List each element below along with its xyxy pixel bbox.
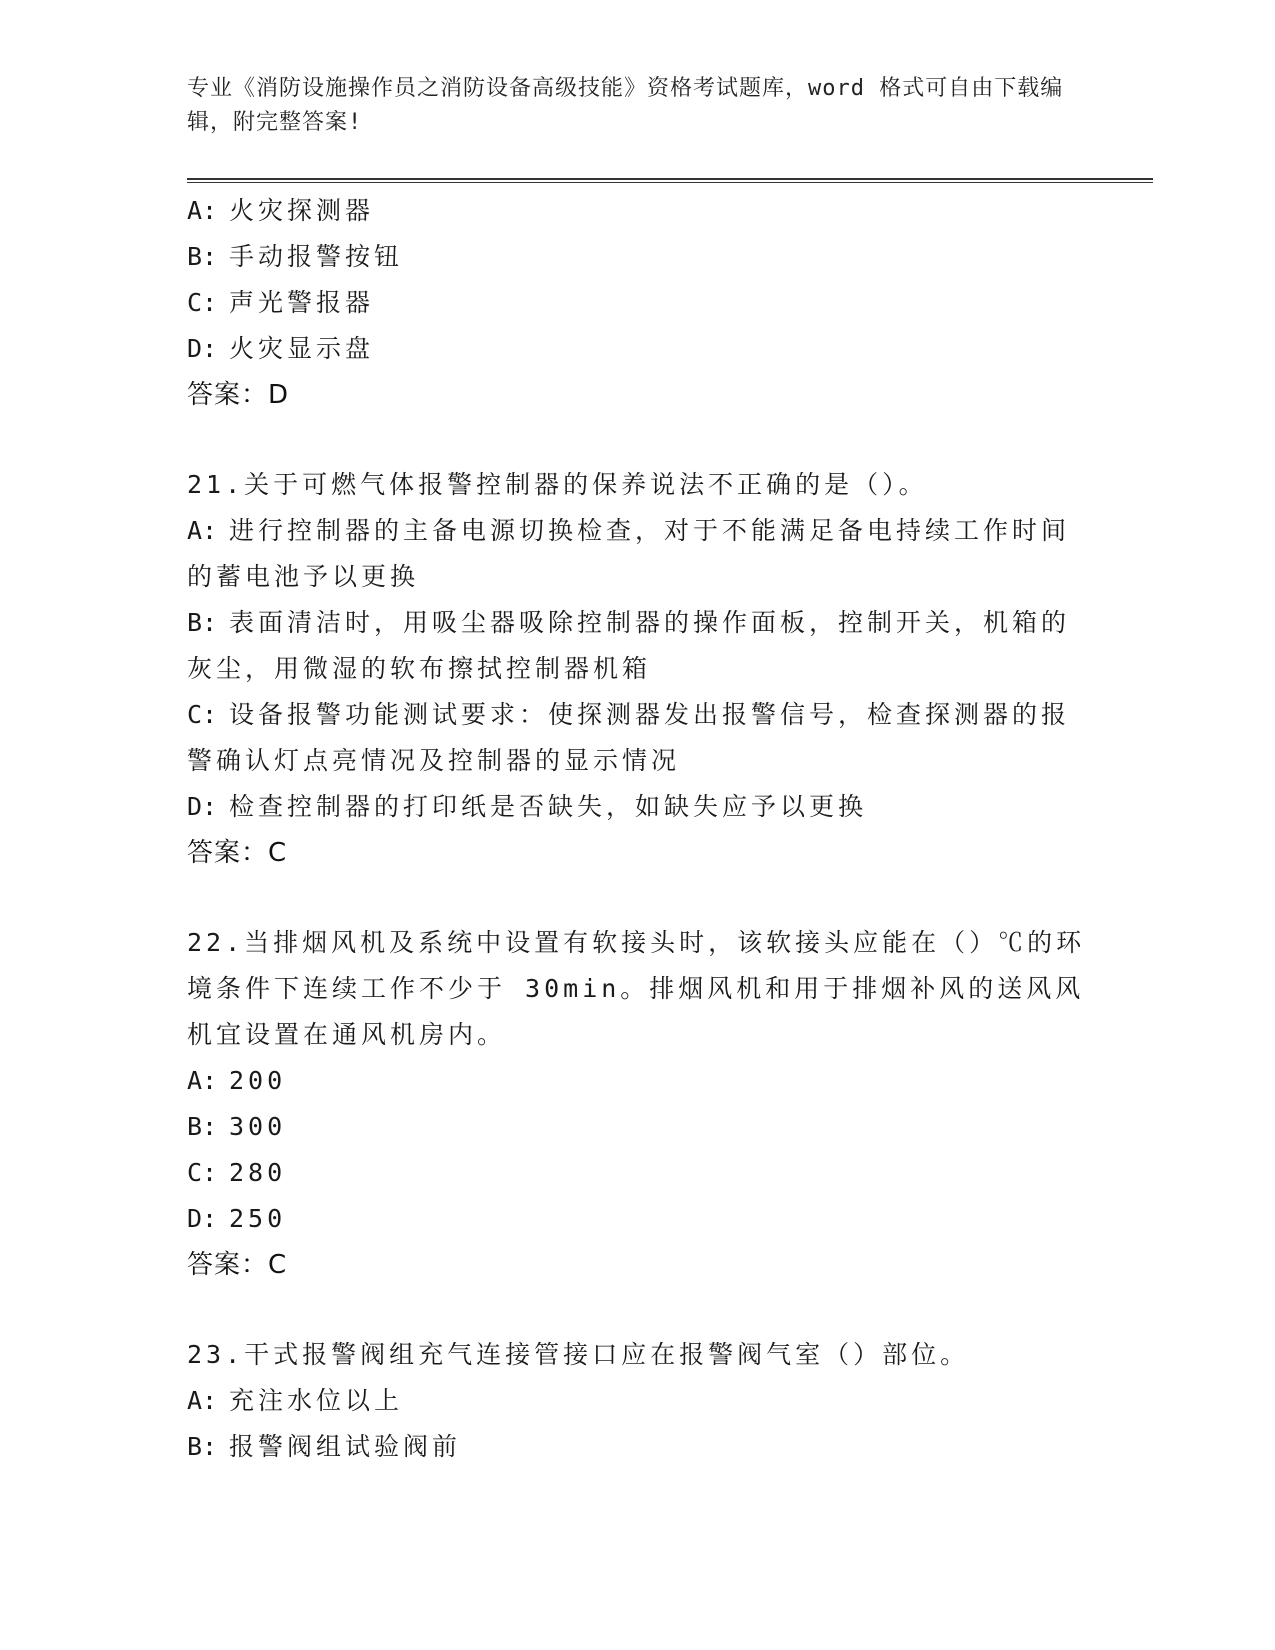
question-stem: 21.关于可燃气体报警控制器的保养说法不正确的是（）。 (187, 470, 928, 499)
option-text: 检查控制器的打印纸是否缺失，如缺失应予以更换 (229, 792, 868, 821)
option-text: 火灾显示盘 (229, 334, 375, 363)
question-22 (187, 920, 1087, 1288)
option-label: B: (187, 1112, 218, 1141)
option-b (187, 600, 1087, 692)
option-d (187, 326, 1087, 372)
option-text: 表面清洁时，用吸尘器吸除控制器的操作面板，控制开关，机箱的灰尘，用微湿的软布擦拭控制器机箱 (187, 608, 1071, 683)
option-text: 200 (229, 1066, 287, 1095)
option-label: B: (187, 608, 218, 637)
option-b (187, 1104, 1087, 1150)
prev-question-block (187, 188, 1087, 418)
option-label: C: (187, 700, 218, 729)
question-list (187, 188, 1087, 1470)
option-label: B: (187, 1432, 218, 1461)
option-label: C: (187, 1158, 218, 1187)
option-label: C: (187, 288, 218, 317)
answer-line: 答案：D (187, 380, 290, 410)
option-label: D: (187, 1204, 218, 1233)
question-stem: 22.当排烟风机及系统中设置有软接头时，该软接头应能在（）℃的环境条件下连续工作不少于 30min。排烟风机和用于排烟补风的送风风机宜设置在通风机房内。 (187, 928, 1086, 1049)
answer-line: 答案：C (187, 1250, 288, 1280)
option-c (187, 280, 1087, 326)
option-text: 声光警报器 (229, 288, 375, 317)
option-d (187, 1196, 1087, 1242)
option-text: 手动报警按钮 (229, 242, 404, 271)
option-text: 250 (229, 1204, 287, 1233)
option-text: 进行控制器的主备电源切换检查，对于不能满足备电持续工作时间的蓄电池予以更换 (187, 516, 1071, 591)
option-text: 300 (229, 1112, 287, 1141)
option-label: A: (187, 196, 218, 225)
option-label: D: (187, 792, 218, 821)
question-23 (187, 1332, 1087, 1470)
option-c (187, 1150, 1087, 1196)
question-stem: 23.干式报警阀组充气连接管接口应在报警阀气室（）部位。 (187, 1340, 970, 1369)
answer-line: 答案：C (187, 838, 288, 868)
option-text: 充注水位以上 (229, 1386, 404, 1415)
option-text: 火灾探测器 (229, 196, 375, 225)
option-b (187, 234, 1087, 280)
option-a (187, 1378, 1087, 1424)
option-label: A: (187, 1386, 218, 1415)
option-label: A: (187, 516, 218, 545)
option-b (187, 1424, 1087, 1470)
option-label: A: (187, 1066, 218, 1095)
option-text: 设备报警功能测试要求：使探测器发出报警信号，检查探测器的报警确认灯点亮情况及控制器的显示情况 (187, 700, 1071, 775)
option-a (187, 508, 1087, 600)
question-21 (187, 462, 1087, 876)
option-d (187, 784, 1087, 830)
option-a (187, 188, 1087, 234)
header-divider (187, 178, 1153, 183)
option-c (187, 692, 1087, 784)
document-intro: 专业《消防设施操作员之消防设备高级技能》资格考试题库，word 格式可自由下载编辑，附完整答案! (187, 76, 1064, 135)
option-a (187, 1058, 1087, 1104)
option-label: B: (187, 242, 218, 271)
option-label: D: (187, 334, 218, 363)
option-text: 280 (229, 1158, 287, 1187)
option-text: 报警阀组试验阀前 (229, 1432, 462, 1461)
